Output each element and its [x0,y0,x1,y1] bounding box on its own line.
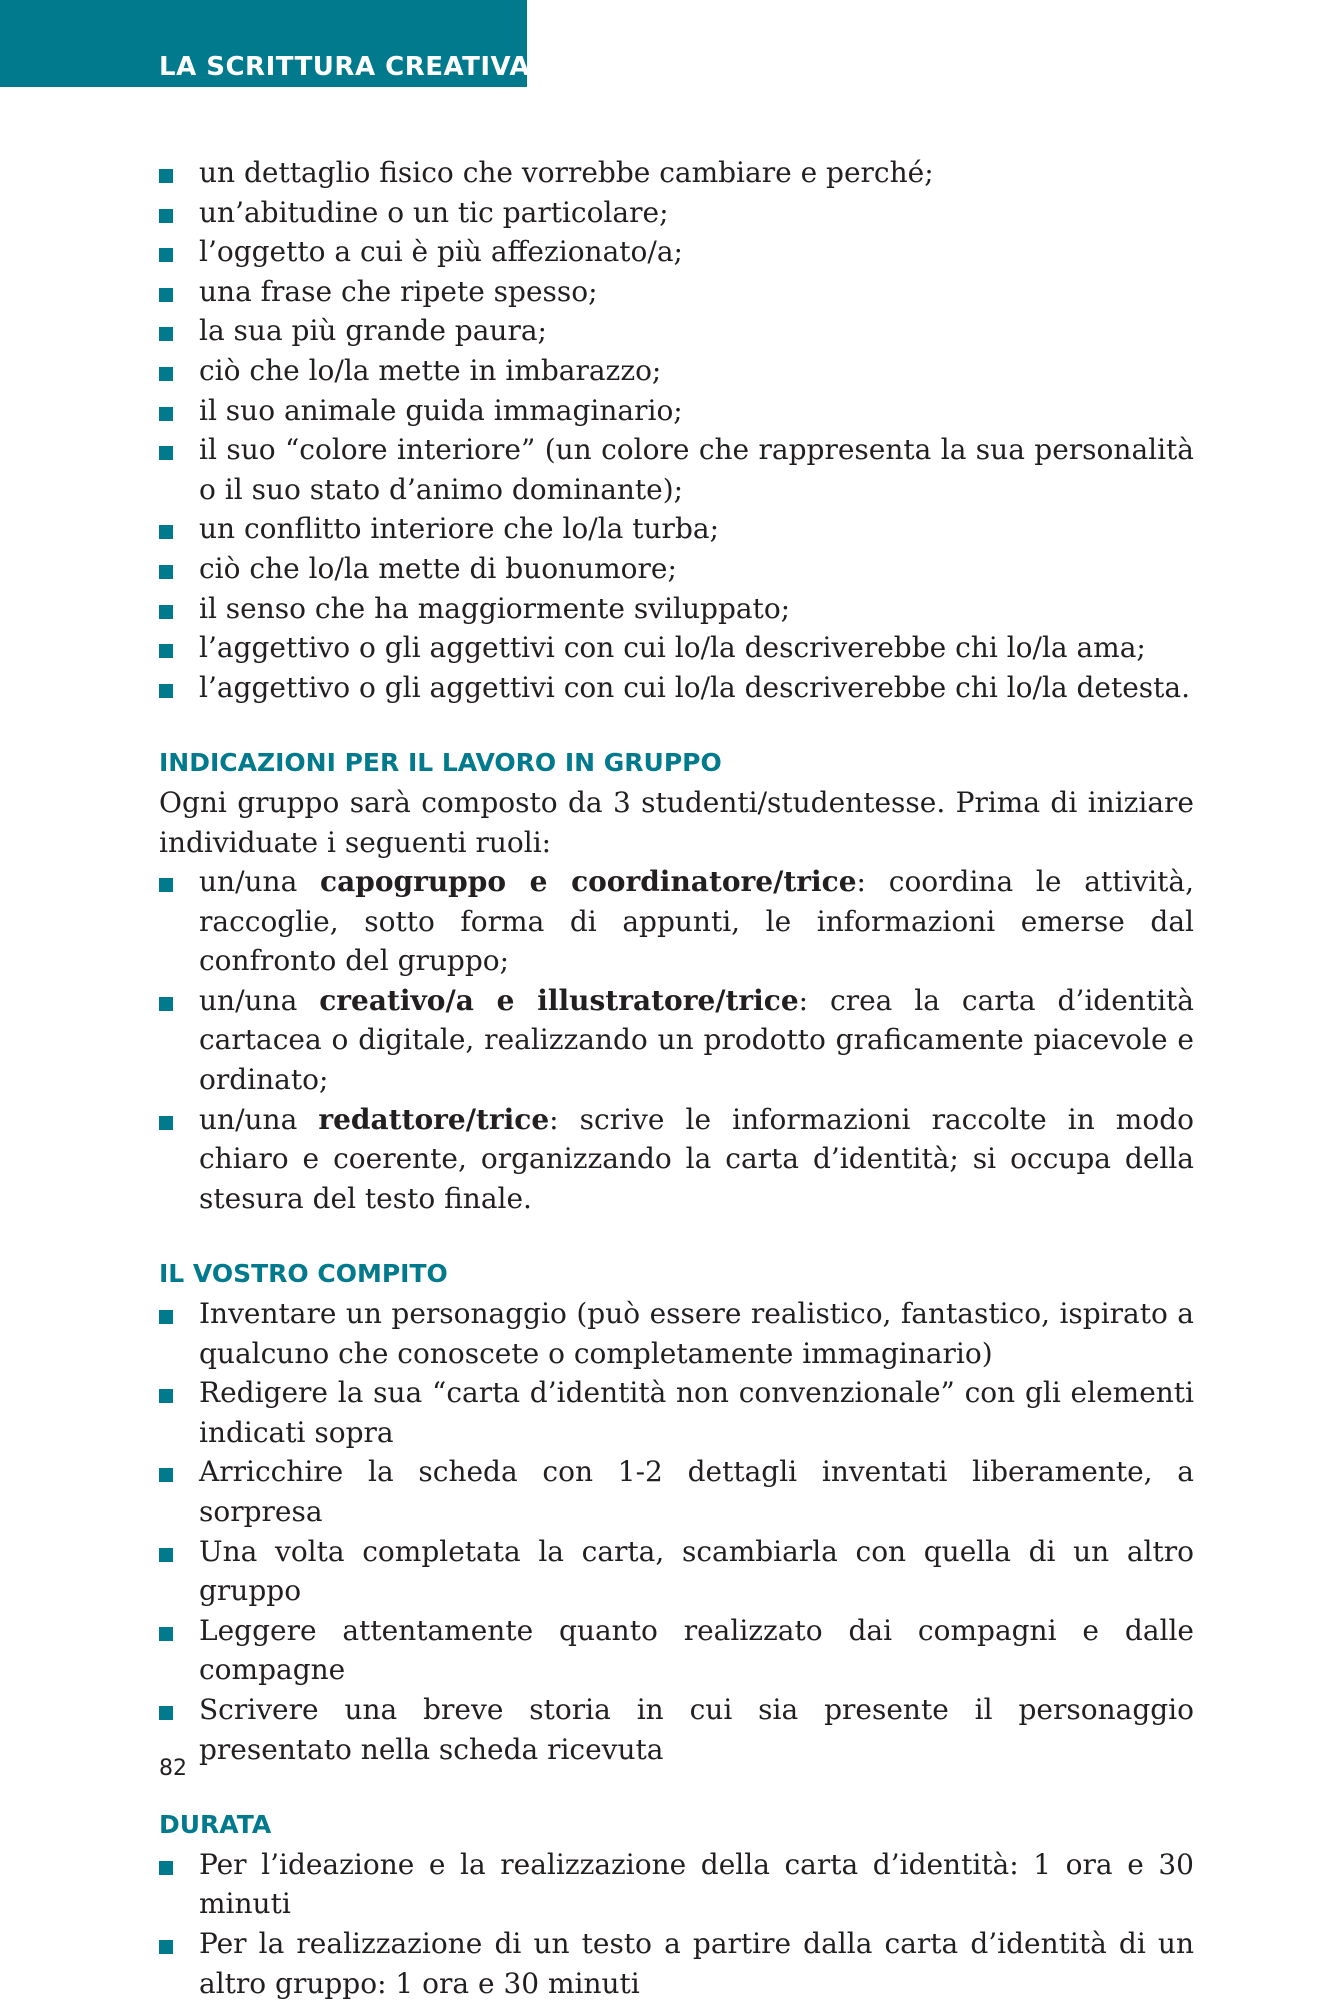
list-item [159,668,1194,708]
list-item-text: l’aggettivo o gli aggettivi con cui lo/la descriverebbe chi lo/la ama; [199,631,1146,665]
list-item [159,1611,1194,1690]
list-item-text: il senso che ha maggiormente sviluppato; [199,591,791,625]
list-item [159,1373,1194,1452]
bullet-square-icon [159,878,173,892]
list-item [159,391,1194,431]
duration-list [159,1845,1194,2003]
list-item-text: una frase che ripete spesso; [199,274,598,308]
list-item [159,1690,1194,1769]
list-item-text: Una volta completata la carta, scambiarla con quella di un altro gruppo [199,1534,1194,1608]
list-item-text: ciò che lo/la mette di buonumore; [199,551,677,585]
list-item [159,272,1194,312]
bullet-square-icon [159,1627,173,1641]
section-heading-compito: IL VOSTRO COMPITO [159,1259,448,1289]
role-name: capogruppo e coordinatore/trice [320,865,857,899]
list-item-text: Redigere la sua “carta d’identità non convenzionale” con gli elementi indicati sopra [199,1376,1194,1449]
bullet-square-icon [159,565,173,579]
list-item-text: Per l’ideazione e la realizzazione della carta d’identità: 1 ora e 30 minuti [199,1847,1194,1921]
list-item [159,628,1194,668]
list-item-text: Per la realizzazione di un testo a partire dalla carta d’identità di un altro gruppo: 1 ora e 30 minuti [199,1926,1194,2000]
bullet-square-icon [159,248,173,262]
bullet-square-icon [159,1548,173,1562]
list-item-text: la sua più grande paura; [199,314,547,348]
bullet-square-icon [159,367,173,381]
list-item-text: il suo animale guida immaginario; [199,393,683,427]
running-header-title: LA SCRITTURA CREATIVA [159,52,530,82]
list-item-text: l’aggettivo o gli aggettivi con cui lo/la descriverebbe chi lo/la detesta. [199,670,1191,704]
bullet-square-icon [159,327,173,341]
bullet-square-icon [159,1116,173,1130]
list-item-text: Inventare un personaggio (può essere realistico, fantastico, ispirato a qualcuno che conoscete o completamente immaginario) [199,1297,1194,1370]
list-item [159,430,1194,509]
bullet-square-icon [159,209,173,223]
character-traits-list [159,153,1194,707]
list-item [159,981,1194,1100]
role-description: : crea la carta d’identità cartacea o digitale, realizzando un prodotto graficamente piacevole e ordinato; [199,983,1194,1097]
bullet-square-icon [159,605,173,619]
list-item [159,1845,1194,1924]
list-item [159,1924,1194,2003]
list-item [159,1532,1194,1611]
bullet-square-icon [159,644,173,658]
bullet-square-icon [159,1940,173,1954]
page-number: 82 [159,1756,187,1781]
bullet-square-icon [159,288,173,302]
bullet-square-icon [159,684,173,698]
list-item [159,589,1194,629]
list-item-text: un dettaglio fisico che vorrebbe cambiare e perché; [199,156,934,189]
list-item [159,351,1194,391]
page-content [159,153,1194,2003]
section-heading-lavoro-gruppo: INDICAZIONI PER IL LAVORO IN GRUPPO [159,748,722,778]
bullet-square-icon [159,1861,173,1875]
bullet-square-icon [159,997,173,1011]
section-heading-durata: DURATA [159,1810,272,1840]
list-item [159,153,1194,193]
list-item-text: l’oggetto a cui è più affezionato/a; [199,235,683,269]
gruppo-intro-paragraph: Ogni gruppo sarà composto da 3 studenti/studentesse. Prima di iniziare individuate i seguenti ruoli: [159,785,1194,859]
list-item-text: ciò che lo/la mette in imbarazzo; [199,353,662,387]
role-description: : coordina le attività, raccoglie, sotto forma di appunti, le informazioni emerse dal confronto del gruppo; [199,865,1194,978]
list-item-text: Arricchire la scheda con 1-2 dettagli inventati liberamente, a sorpresa [199,1455,1194,1528]
list-item [159,509,1194,549]
role-prefix: un/una [199,865,321,899]
list-item-text: Scrivere una breve storia in cui sia presente il personaggio presentato nella scheda ricevuta [199,1692,1194,1766]
list-item [159,1294,1194,1373]
bullet-square-icon [159,407,173,421]
role-description: : scrive le informazioni raccolte in modo chiaro e coerente, organizzando la carta d’identità; si occupa della stesura del testo finale. [199,1102,1194,1215]
list-item [159,1100,1194,1219]
list-item-text: un conflitto interiore che lo/la turba; [199,512,719,546]
bullet-square-icon [159,1468,173,1482]
role-name: redattore/trice [318,1102,550,1136]
role-prefix: un/una [199,1102,319,1136]
bullet-square-icon [159,1706,173,1720]
task-list [159,1294,1194,1769]
list-item [159,549,1194,589]
group-roles-list [159,862,1194,1218]
list-item-text: un’abitudine o un tic particolare; [199,195,669,229]
bullet-square-icon [159,1389,173,1403]
role-name: creativo/a e illustratore/trice [319,983,799,1017]
list-item [159,232,1194,272]
role-prefix: un/una [199,983,320,1017]
list-item [159,311,1194,351]
bullet-square-icon [159,446,173,460]
list-item-text: Leggere attentamente quanto realizzato dai compagni e dalle compagne [199,1613,1194,1687]
list-item [159,862,1194,981]
bullet-square-icon [159,169,173,183]
list-item [159,193,1194,233]
bullet-square-icon [159,1310,173,1324]
list-item-text: il suo “colore interiore” (un colore che rappresenta la sua personalità o il suo stato d’animo dominante); [199,433,1194,506]
bullet-square-icon [159,525,173,539]
list-item [159,1452,1194,1531]
